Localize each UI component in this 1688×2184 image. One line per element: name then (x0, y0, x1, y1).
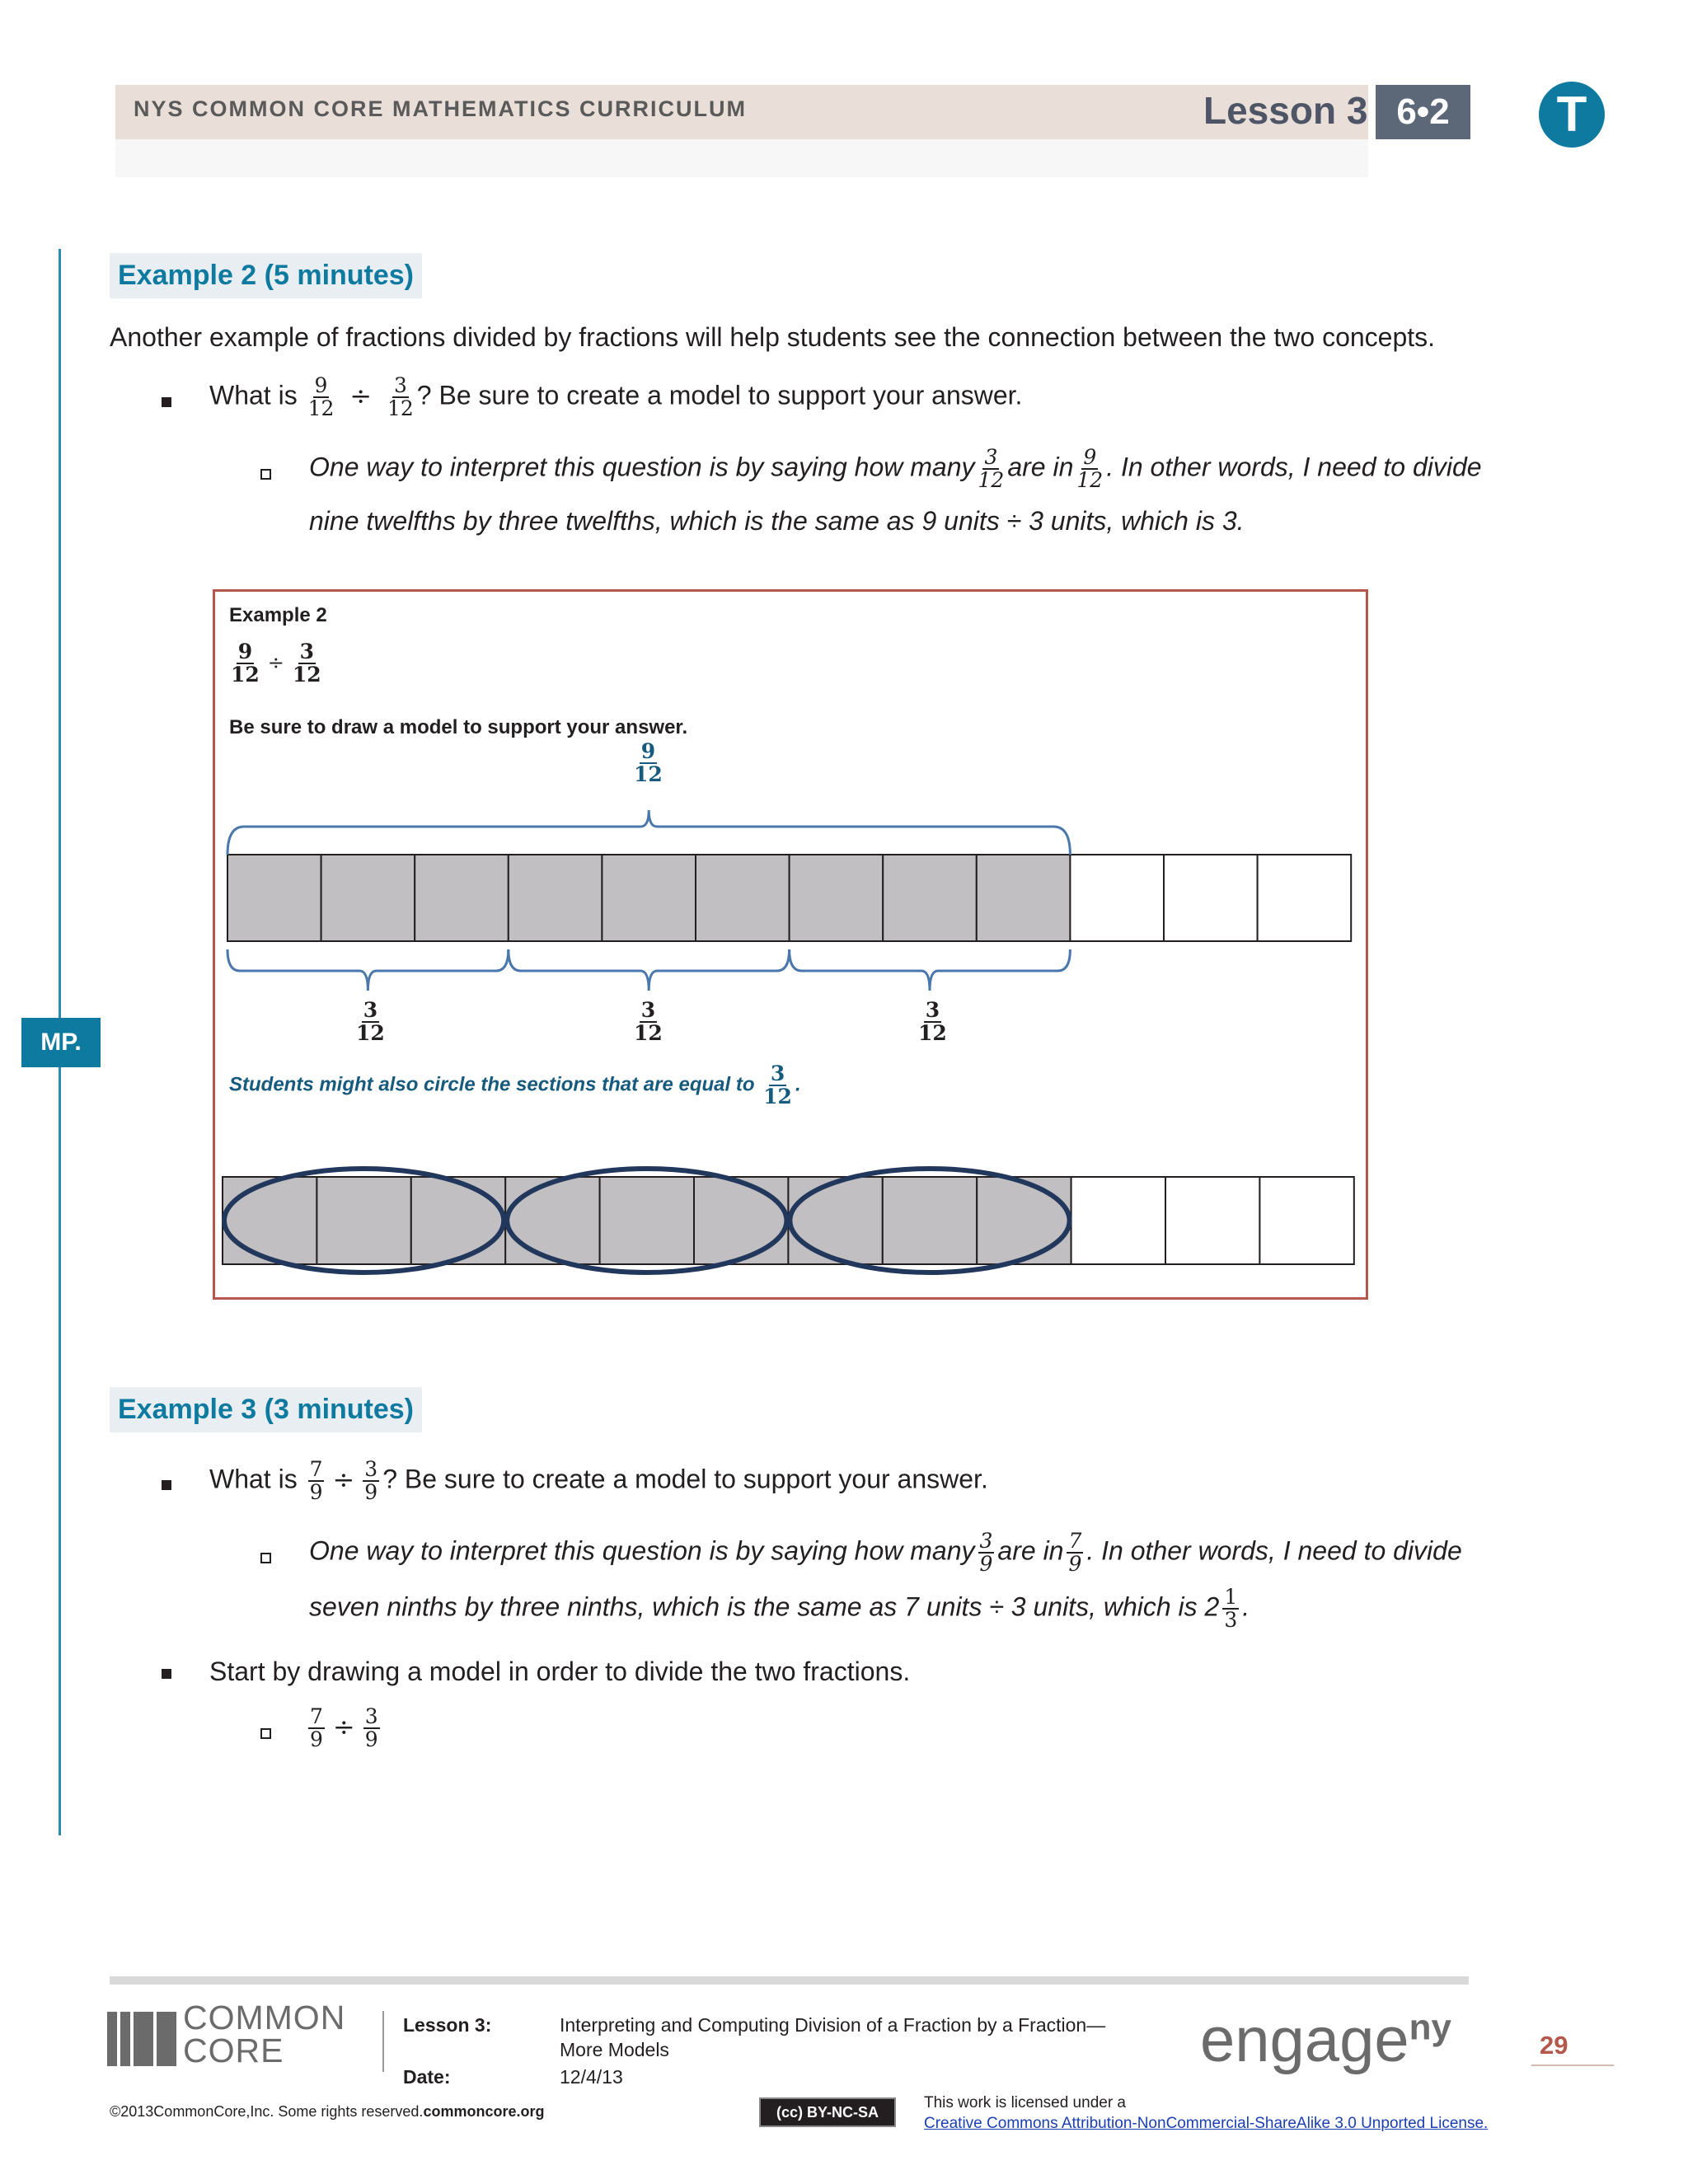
fraction: $\frac{3}{12}$ (978, 445, 1005, 493)
fraction: $\frac{3}{9}$ (979, 1529, 993, 1577)
sub-bullet-icon (260, 469, 271, 480)
license-link[interactable]: Creative Commons Attribution-NonCommercial-ShareAlike 3.0 Unported License. (924, 2115, 1489, 2132)
fraction: $\frac{9}{12}$ (231, 640, 260, 687)
fraction: $\frac{7}{9}$ (309, 1457, 323, 1505)
page-number: 29 (1540, 2031, 1568, 2060)
example3-explanation-line1: One way to interpret this question is by saying how many $\frac{3}{9}$ are in $\frac{7}{9}$ . In other words, I need to divide (309, 1529, 1462, 1577)
group-frac-3: $\frac{3}{12}$ (918, 998, 947, 1046)
license-intro: This work is licensed under a (924, 2094, 1126, 2111)
model-expression: $\frac{9}{12}$ ÷ $\frac{3}{12}$ (231, 640, 321, 687)
footer-separator (382, 2011, 384, 2072)
fraction: $\frac{3}{12}$ (292, 640, 321, 687)
fraction: $\frac{3}{9}$ (364, 1704, 378, 1752)
common-core-logo-text: COMMON CORE (183, 1999, 346, 2069)
example3-question: What is $\frac{7}{9}$ ÷ $\frac{3}{9}$ ? Be sure to create a model to support your answer. (209, 1457, 988, 1505)
group-frac-2: $\frac{3}{12}$ (634, 998, 663, 1046)
footer-copyright: ©2013CommonCore,Inc. Some rights reserved.commoncore.org (110, 2103, 545, 2120)
mp-tag: MP. (21, 1018, 101, 1067)
divide-sign: ÷ (349, 379, 373, 411)
footer-rule (110, 1976, 1469, 1985)
example2-title: Example 2 (5 minutes) (110, 253, 422, 298)
cc-license-badge: (cc) BY-NC-SA (759, 2097, 896, 2127)
footer-date-label: Date: (403, 2066, 451, 2088)
engageny-logo: engage$^{ny}$ (1200, 2005, 1451, 2075)
fraction: $\frac{7}{9}$ (1068, 1529, 1082, 1577)
example2-explanation-line2: nine twelfths by three twelfths, which is the same as 9 units ÷ 3 units, which is 3. (309, 506, 1245, 536)
sub-bullet-icon (260, 1728, 271, 1739)
example3-title: Example 3 (3 minutes) (110, 1387, 422, 1432)
example2-explanation-line1: One way to interpret this question is by saying how many $\frac{3}{12}$ are in $\frac{9}{12}$ . In other words, I need to divide (309, 445, 1482, 493)
fraction: $\frac{9}{12}$ (1076, 445, 1104, 493)
example2-question (209, 375, 1022, 420)
question-suffix: ? Be sure to create a model to support your answer. (416, 380, 1023, 410)
fraction: $\frac{9}{12}$ (307, 373, 335, 421)
footer-lesson-title-2: More Models (560, 2039, 669, 2060)
footer-lesson-label: Lesson 3: (403, 2014, 492, 2036)
fraction: $\frac{7}{9}$ (310, 1704, 323, 1752)
footer-date-value: 12/4/13 (560, 2066, 623, 2088)
curriculum-title: NYS COMMON CORE MATHEMATICS CURRICULUM (134, 96, 747, 121)
example3-expression: $\frac{7}{9}$ ÷ $\frac{3}{9}$ (310, 1704, 378, 1752)
lesson-title: Lesson 3 (1203, 89, 1368, 132)
fraction: $\frac{3}{9}$ (364, 1457, 378, 1505)
teacher-edition-icon: T (1539, 82, 1605, 148)
common-core-logo-icon (107, 2012, 180, 2066)
header-shadow (115, 139, 1368, 177)
footer-lesson-title-1: Interpreting and Computing Division of a Fraction by a Fraction— (560, 2014, 1106, 2036)
circle-note: Students might also circle the sections that are equal to $\frac{3}{12}$ . (229, 1062, 801, 1109)
top-brace-label: $\frac{9}{12}$ (634, 739, 663, 787)
model-instruction: Be sure to draw a model to support your answer. (229, 716, 688, 738)
fraction: $\frac{3}{12}$ (387, 373, 414, 421)
group-frac-1: $\frac{3}{12}$ (356, 998, 385, 1046)
example3-explanation-line2: seven ninths by three ninths, which is the same as 7 units ÷ 3 units, which is 2 $\frac{1}{3}$ . (309, 1585, 1250, 1633)
module-badge: 6•2 (1376, 85, 1470, 139)
sub-bullet-icon (260, 1553, 271, 1563)
bullet-icon (162, 1669, 171, 1679)
example2-intro: Another example of fractions divided by fractions will help students see the connection between the two concepts. (110, 322, 1436, 352)
example2-model-box (213, 589, 1368, 1300)
model-label: Example 2 (229, 604, 327, 626)
question-prefix: What is (209, 380, 298, 410)
example3-instruction: Start by drawing a model in order to divide the two fractions. (209, 1657, 911, 1686)
fraction: $\frac{1}{3}$ (1224, 1585, 1238, 1633)
page-number-rule (1531, 2064, 1614, 2066)
bullet-icon (162, 397, 171, 407)
bullet-icon (162, 1480, 171, 1490)
